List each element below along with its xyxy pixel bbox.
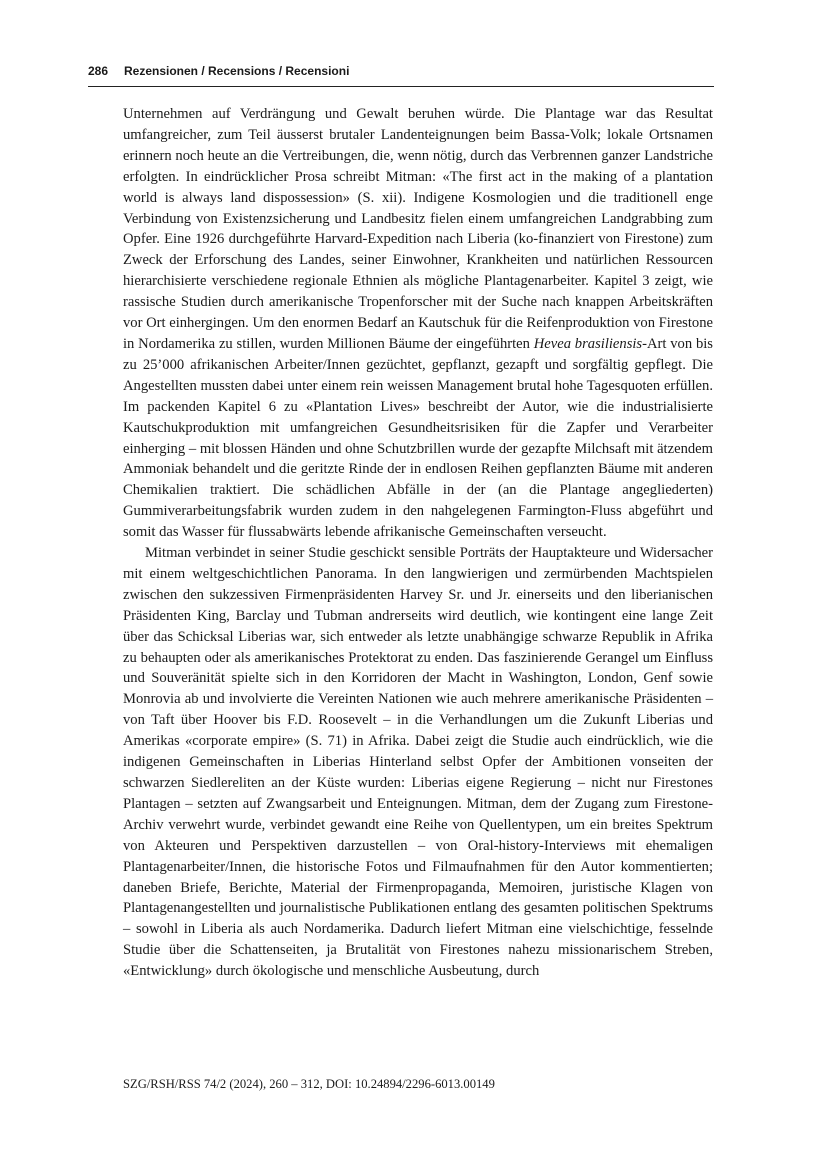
paragraph-1	[123, 104, 713, 543]
paragraph-1-text-a: Unternehmen auf Verdrängung und Gewalt beruhen würde. Die Plantage war das Resultat umfangreicher, zum Teil äusserst brutaler Landenteignungen beim Bassa-Volk; lokale Ortsnamen erinnern noch heute an die Vertreibungen, die, wenn nötig, durch das Verbrennen ganzer Landstriche erfolgten. In eindrücklicher Prosa schreibt Mitman: «The first act in the making of a plantation world is always land dispossession» (S. xii). Indigene Kosmologien und die traditionell enge Verbindung von Existenzsicherung und Landbesitz fielen einem umfangreichen Landgrabbing zum Opfer. Eine 1926 durchgeführte Harvard-Expedition nach Liberia (ko-finanziert von Firestone) zum Zweck der Erforschung des Landes, seiner Einwohner, Krankheiten und natürlichen Ressourcen hierarchisierte verschiedene regionale Ethnien als mögliche Plantagenarbeiter. Kapitel 3 zeigt, wie rassische Studien durch amerikanische Tropenforscher mit der Suche nach knappen Arbeitskräften vor Ort einhergingen. Um den enormen Bedarf an Kautschuk für die Reifenproduktion von Firestone in Nordamerika zu stillen, wurden Millionen Bäume der eingeführten	[123, 106, 713, 352]
running-title: Rezensionen / Recensions / Recensioni	[124, 64, 350, 78]
paragraph-2: Mitman verbindet in seiner Studie geschickt sensible Porträts der Hauptakteure und Widersacher mit einem weltgeschichtlichen Panorama. In den langwierigen und zermürbenden Machtspielen zwischen den sukzessiven Firmenpräsidenten Harvey Sr. und Jr. einerseits und den liberianischen Präsidenten King, Barclay und Tubman andrerseits wird deutlich, wie kontingent eine lange Zeit über das Schicksal Liberias war, sich entweder als letzte unabhängige schwarze Republik in Afrika zu behaupten oder als amerikanisches Protektorat zu enden. Das faszinierende Gerangel um Einfluss und Souveränität spielte sich in den Korridoren der Macht in Washington, London, Genf sowie Monrovia ab und involvierte die Vereinten Nationen wie auch mehrere amerikanische Präsidenten – von Taft über Hoover bis F.D. Roosevelt – in die Verhandlungen um die Zukunft Liberias und Amerikas «corporate empire» (S. 71) in Afrika. Dabei zeigt die Studie auch eindrücklich, wie die indigenen Gemeinschaften in Liberias Hinterland selbst Opfer der Ambitionen vonseiten der schwarzen Siedlereliten an der Küste wurden: Liberias eigene Regierung – nicht nur Firestones Plantagen – setzten auf Zwangsarbeit und Enteignungen. Mitman, dem der Zugang zum Firestone-Archiv verwehrt wurde, verbindet gewandt eine Reihe von Quellentypen, um ein breites Spektrum von Akteuren und Perspektiven darzustellen – von Oral-history-Interviews mit ehemaligen Plantagenarbeiter/Innen, die historische Fotos und Filmaufnahmen für den Autor kommentierten; daneben Briefe, Berichte, Material der Firmenpropaganda, Memoiren, juristische Klagen von Plantagenangestellten und journalistische Publikationen entlang des gesamten politischen Spektrums – sowohl in Liberia als auch Nordamerika. Dadurch liefert Mitman eine vielschichtige, fesselnde Studie über die Schattenseiten, ja Brutalität von Firestones nahezu missionarischem Streben, «Entwicklung» durch ökologische und menschliche Ausbeutung, durch	[123, 545, 713, 980]
footer-citation: SZG/RSH/RSS 74/2 (2024), 260 – 312, DOI: 10.24894/2296-6013.00149	[123, 1077, 495, 1091]
running-header	[88, 64, 714, 87]
review-body	[123, 104, 713, 982]
page-number: 286	[88, 64, 109, 78]
species-name: Hevea brasiliensis	[533, 335, 643, 352]
paragraph-1-text-b: -Art von bis zu 25’000 afrikanischen Arbeiter/Innen gezüchtet, gepflanzt, gezapft und sorgfältig gepflegt. Die Angestellten mussten dabei unter einem rein weissen Management brutal hohe Tagesquoten erfüllen. Im packenden Kapitel 6 zu «Plantation Lives» beschreibt der Autor, wie die industrialisierte Kautschukproduktion mit umfangreichen Gesundheitsrisiken für die Zapfer und Verarbeiter einherging – mit blossen Händen und ohne Schutzbrillen wurde der gezapfte Milchsaft mit ätzendem Ammoniak behandelt und die geritzte Rinde der in endlosen Reihen gepflanzten Bäume mit anderen Chemikalien traktiert. Die schädlichen Abfälle in der (an die Plantage angegliederten) Gummiverarbeitungsfabrik wurden zudem in den nahgelegenen Farmington-Fluss abgeführt und somit das Wasser für flussabwärts lebende afrikanische Gemeinschaften verseucht.	[123, 335, 713, 541]
